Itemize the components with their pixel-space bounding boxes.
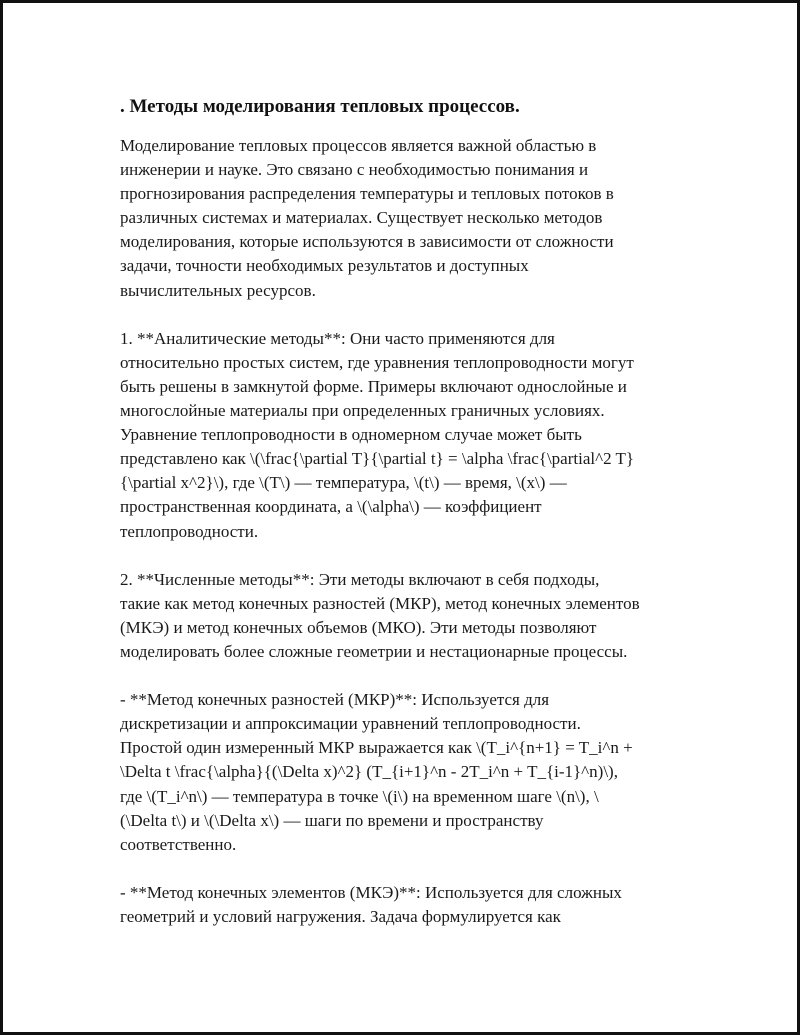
fem-paragraph: - **Метод конечных элементов (МКЭ)**: Используется для сложных геометрий и условий нагружения. Задача формулируется как — [120, 882, 622, 926]
section-heading: . Методы моделирования тепловых процессов. — [120, 96, 520, 117]
fdm-paragraph: - **Метод конечных разностей (МКР)**: Используется для дискретизации и аппроксимации уравнений теплопроводности. Простой один измеренный МКР выражается как \(T_i^{n+1} = T_i^n + \Delta t \frac{\alpha}{(\Delta x)^2} (T_{i+1}^n - 2T_i^n + T_{i-1}^n)\), где \(T_i^n\) — температура в точке \(i\) на временном шаге \(n\), \ (\Delta t\) и \(\Delta x\) — шаги по времени и пространству соответственно. — [120, 690, 633, 854]
paragraph-spacer — [120, 664, 700, 688]
paragraph-spacer — [120, 544, 700, 568]
intro-paragraph: Моделирование тепловых процессов является важной областью в инженерии и науке. Это связано с необходимостью понимания и прогнозирования распределения температуры и тепловых потоков в различных системах и материалах. Существует несколько методов моделирования, которые используются в зависимости от сложности задачи, точности необходимых результатов и доступных вычислительных ресурсов. — [120, 136, 614, 300]
document-body — [120, 94, 700, 929]
paragraph-spacer — [120, 857, 700, 881]
numerical-methods-paragraph: 2. **Численные методы**: Эти методы включают в себя подходы, такие как метод конечных разностей (МКР), метод конечных элементов (МКЭ) и метод конечных объемов (МКО). Эти методы позволяют моделировать более сложные геометрии и нестационарные процессы. — [120, 569, 640, 661]
analytical-methods-paragraph: 1. **Аналитические методы**: Они часто применяются для относительно простых систем, где уравнения теплопроводности могут быть решены в замкнутой форме. Примеры включают однослойные и многослойные материалы при определенных граничных условиях. Уравнение теплопроводности в одномерном случае может быть представлено как \(\frac{\partial T}{\partial t} = \alpha \frac{\partial^2 T} {\partial x^2}\), где \(T\) — температура, \(t\) — время, \(x\) — пространственная координата, а \(\alpha\) — коэффициент теплопроводности. — [120, 328, 635, 541]
paragraph-spacer — [120, 303, 700, 327]
